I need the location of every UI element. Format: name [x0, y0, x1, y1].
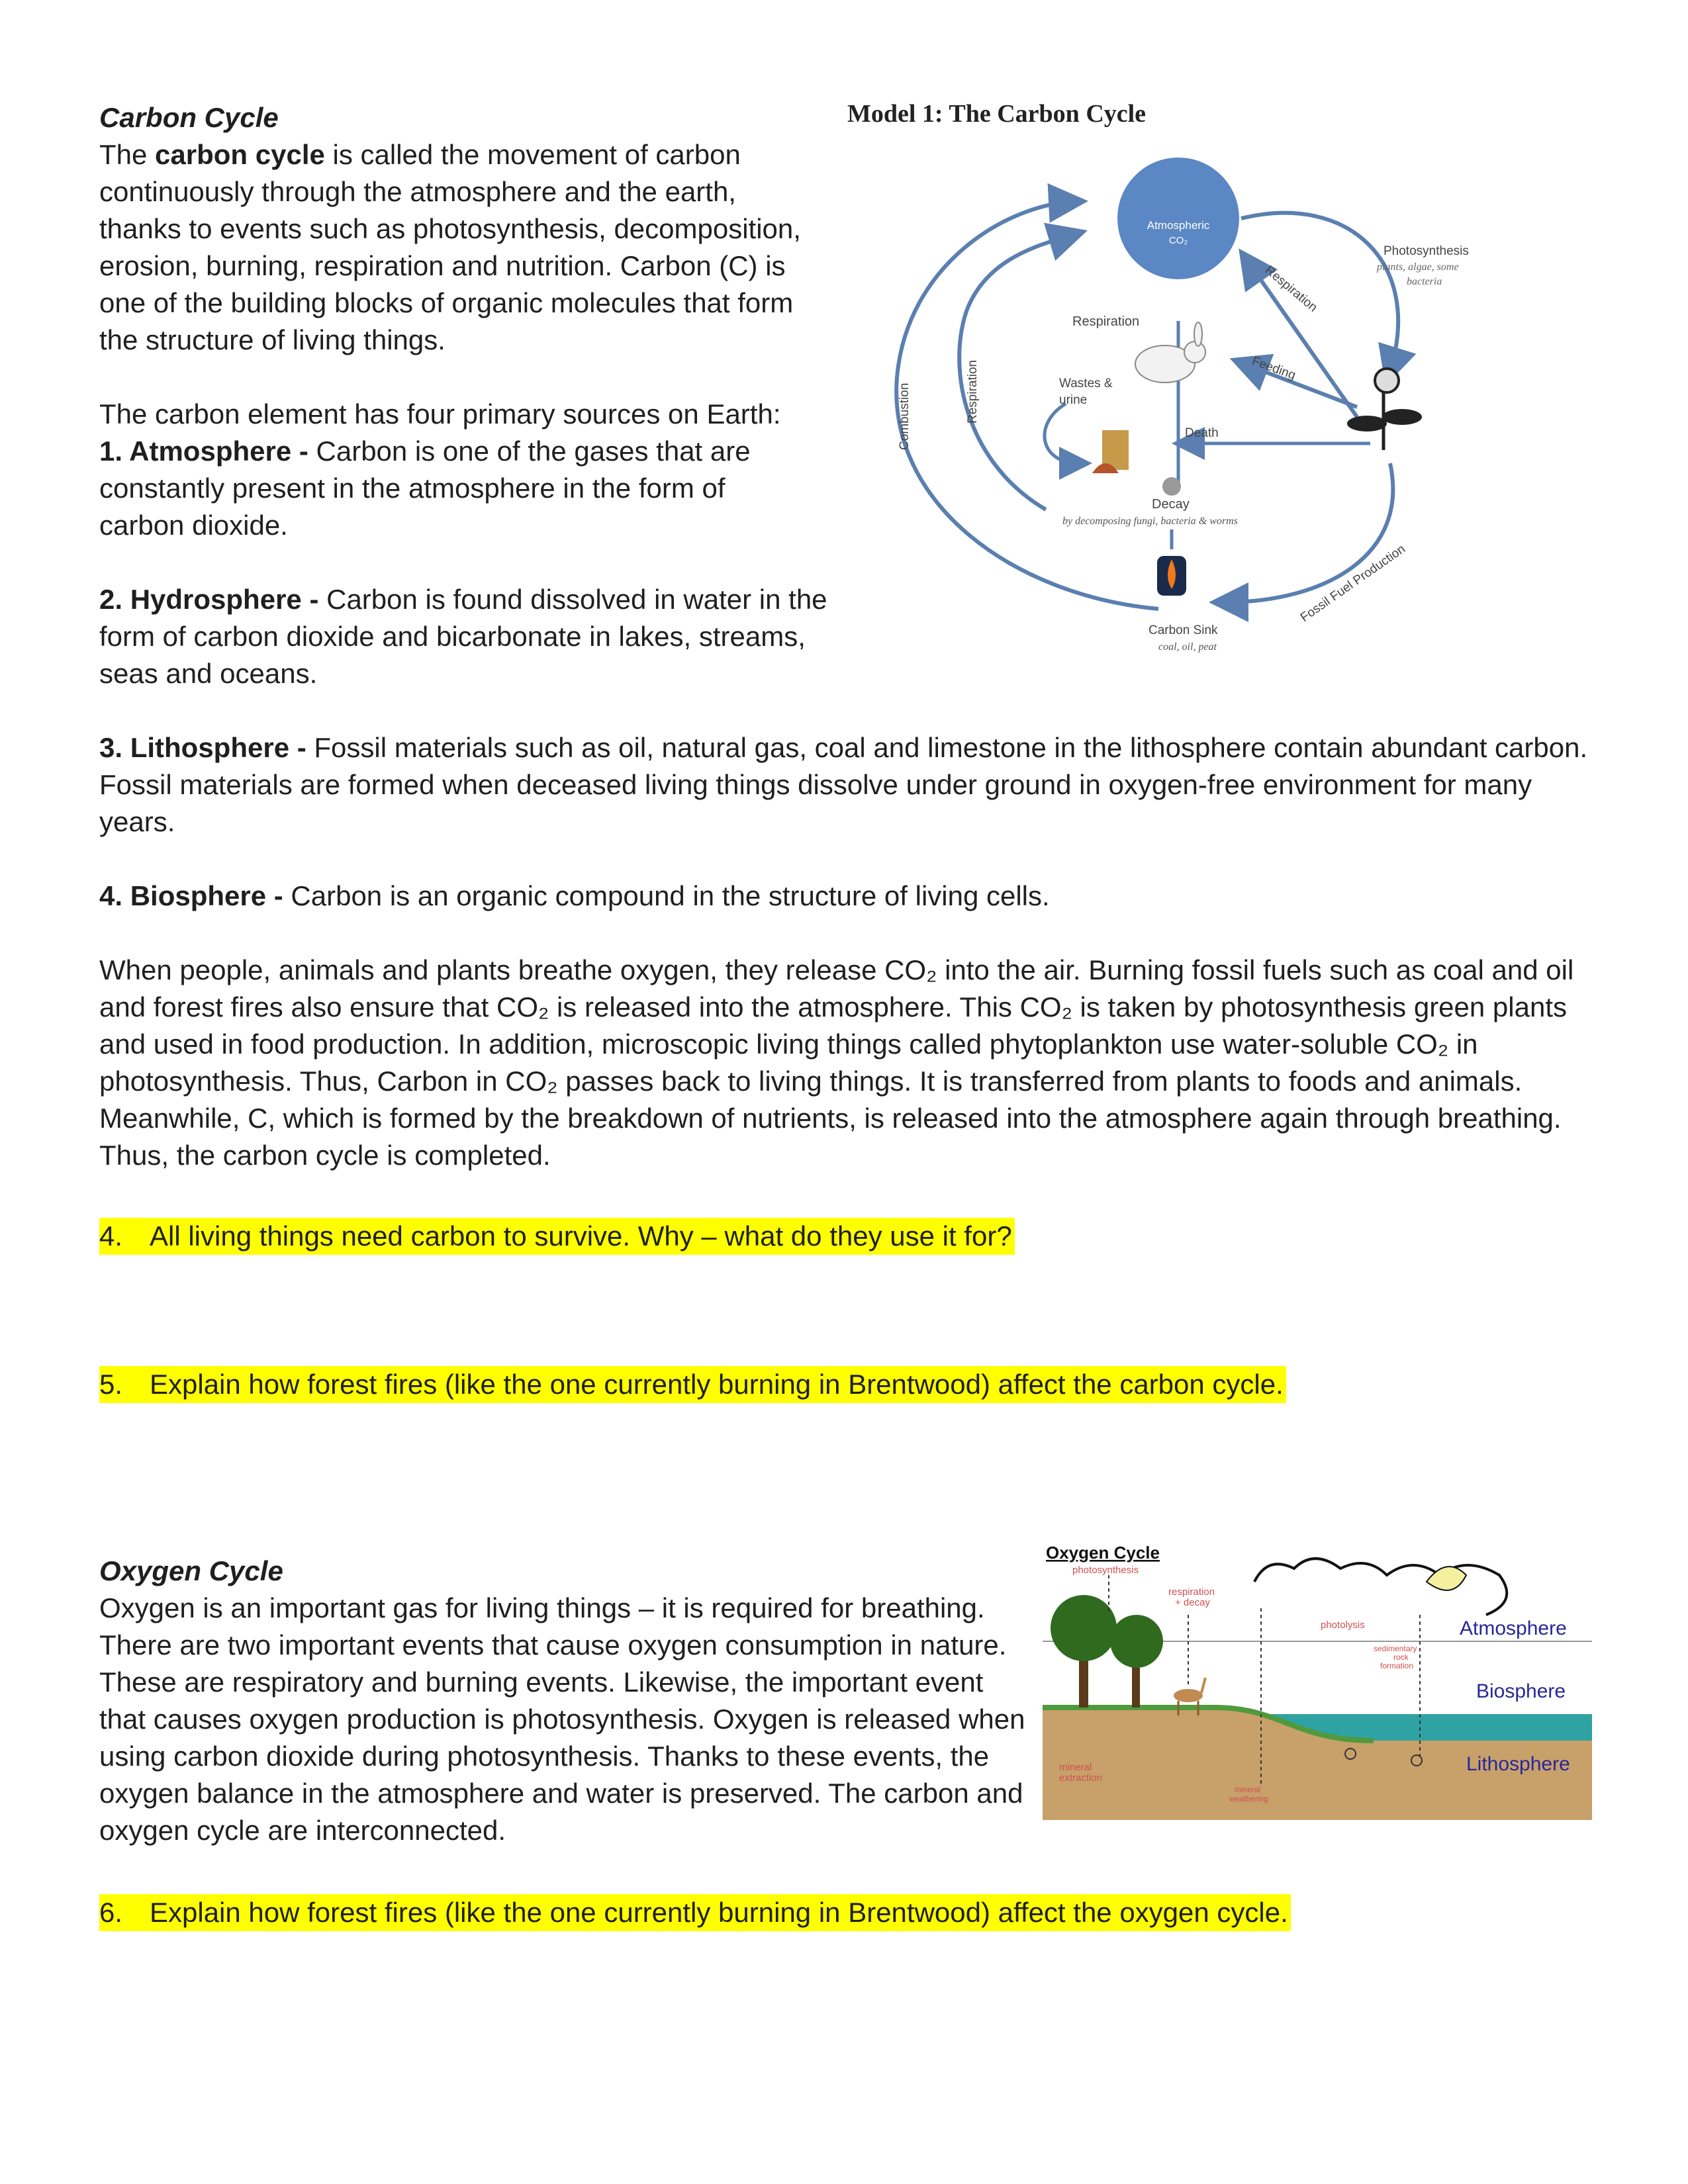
source-text: Carbon is an organic compound in the structure of living cells.	[283, 880, 1050, 911]
wastes-arrow	[1045, 404, 1079, 463]
fossil-fuel-label: Fossil Fuel Production	[1297, 542, 1408, 625]
death-label: Death	[1185, 426, 1219, 440]
mineral-extraction-2: extraction	[1059, 1772, 1103, 1784]
source-lithosphere	[99, 729, 1602, 841]
intro-bold-term: carbon cycle	[155, 139, 325, 170]
question-text: Explain how forest fires (like the one currently burning in Brentwood) affect the oxygen cycle.	[150, 1897, 1288, 1928]
source-biosphere	[99, 878, 1602, 915]
atmos-line1: Atmospheric	[1147, 219, 1210, 232]
respiration-vertical-label: Respiration	[966, 359, 980, 424]
rabbit-icon	[1135, 322, 1205, 383]
oxygen-cycle-figure	[1043, 1542, 1592, 1820]
question-6	[99, 1894, 1291, 1931]
photosynthesis-sub2: bacteria	[1407, 276, 1442, 287]
sources-intro: The carbon element has four primary sources on Earth:	[99, 398, 781, 430]
sedimentary-label-3: formation	[1380, 1661, 1414, 1670]
wastes-label-1: Wastes &	[1059, 377, 1113, 390]
respiration-mid-label: Respiration	[1072, 314, 1140, 329]
combustion-label: Combustion	[898, 383, 912, 450]
source-hydrosphere	[99, 581, 834, 692]
carbon-sink-sub: coal, oil, peat	[1158, 641, 1217, 653]
question-text: Explain how forest fires (like the one currently burning in Brentwood) affect the carbon cycle.	[150, 1369, 1284, 1400]
carbon-cycle-diagram	[847, 93, 1509, 675]
mineral-extraction-1: mineral	[1059, 1762, 1092, 1773]
carbon-sink-icon	[1157, 556, 1186, 596]
combustion-arrow	[896, 202, 1158, 609]
lithosphere-label: Lithosphere	[1466, 1753, 1570, 1775]
respiration-plant-arrow	[1248, 261, 1357, 417]
intro-pre: The	[99, 139, 156, 170]
question-4	[99, 1218, 1015, 1255]
oxygen-figure-title: Oxygen Cycle	[1046, 1543, 1160, 1563]
sedimentary-label-1: sedimentary	[1374, 1644, 1417, 1653]
source-label: 3. Lithosphere -	[99, 732, 306, 763]
question-number: 4.	[99, 1220, 123, 1251]
oxygen-body-paragraph: Oxygen is an important gas for living things – it is required for breathing. There are two important events that cause oxygen consumption in nature. These are respiratory and burning events. Likewise, the important event that causes oxygen production is photosynthesis. Oxygen is released when using carbon dioxide during photosynthesis. Thanks to these events, the oxygen balance in the atmosphere and water is preserved. The carbon and oxygen cycle are interconnected.	[99, 1592, 1025, 1846]
respiration-label-1: respiration	[1168, 1586, 1215, 1598]
carbon-cycle-figure	[847, 93, 1509, 675]
oxygen-cycle-diagram	[1043, 1542, 1592, 1820]
question-5	[99, 1366, 1286, 1403]
carbon-cycle-title: Carbon Cycle	[99, 102, 279, 133]
photolysis-label: photolysis	[1321, 1619, 1365, 1631]
source-text: Carbon is one of the gases that are constantly present in the atmosphere in the form of carbon dioxide.	[99, 435, 751, 541]
source-label: 1. Atmosphere -	[99, 435, 308, 467]
source-atmosphere	[99, 433, 794, 544]
figure-title: Model 1: The Carbon Cycle	[847, 100, 1147, 128]
carbon-intro-paragraph	[99, 136, 821, 359]
wastes-label-2: urine	[1059, 393, 1088, 407]
mineral-weathering-1: mineral	[1235, 1785, 1261, 1794]
biosphere-label: Biosphere	[1476, 1680, 1566, 1702]
source-text: Fossil materials such as oil, natural gas, coal and limestone in the lithosphere contain abundant carbon. Fossil materials are formed when deceased living things dissolve under ground in oxygen-free environment for many years.	[99, 732, 1588, 837]
source-label: 4. Biosphere -	[99, 880, 283, 911]
carbon-summary-paragraph: When people, animals and plants breathe oxygen, they release CO₂ into the air. Burning fossil fuels such as coal and oil and forest fires also ensure that CO₂ is released into the atmosphere. This CO₂ is taken by photosynthesis green plants and used in food production. In addition, microscopic living things called phytoplankton use water-soluble CO₂ in photosynthesis. Thus, Carbon in CO₂ passes back to living things. It is transferred from plants to foods and animals. Meanwhile, C, which is formed by the breakdown of nutrients, is released into the atmosphere again through breathing. Thus, the carbon cycle is completed.	[99, 954, 1574, 1171]
respiration-diagonal-label: Respiration	[1262, 263, 1320, 315]
decay-icon	[1092, 430, 1181, 496]
respiration-label-2: + decay	[1175, 1597, 1210, 1608]
photosynthesis-arrow	[1241, 213, 1398, 371]
question-number: 6.	[99, 1897, 123, 1928]
decay-sub-label: by decomposing fungi, bacteria & worms	[1062, 516, 1238, 527]
photosynthesis-label: Photosynthesis	[1383, 244, 1469, 258]
sedimentary-label-2: rock	[1393, 1653, 1409, 1662]
plant-icon	[1347, 369, 1422, 450]
question-number: 5.	[99, 1369, 123, 1400]
atmosphere-label: Atmosphere	[1460, 1617, 1567, 1639]
intro-post: is called the movement of carbon continuously through the atmosphere and the earth, thanks to events such as photosynthesis, decomposition, erosion, burning, respiration and nutrition. Carbon (C) is one of the building blocks of organic molecules that form the structure of living things.	[99, 139, 801, 355]
source-text: Carbon is found dissolved in water in the form of carbon dioxide and bicarbonate in lakes, streams, seas and oceans.	[99, 584, 827, 689]
oxygen-cycle-title: Oxygen Cycle	[99, 1555, 283, 1586]
atmos-line2: CO₂	[1168, 235, 1188, 246]
decay-label: Decay	[1152, 497, 1190, 512]
carbon-sink-label: Carbon Sink	[1149, 623, 1218, 637]
photosynthesis-sub1: plants, algae, some	[1377, 261, 1459, 273]
question-text: All living things need carbon to survive. Why – what do they use it for?	[150, 1220, 1012, 1251]
feeding-label: Feeding	[1250, 353, 1298, 383]
atmospheric-co2-circle	[1117, 158, 1239, 279]
source-label: 2. Hydrosphere -	[99, 584, 319, 615]
photosynthesis-label: photosynthesis	[1072, 1565, 1139, 1576]
mineral-weathering-2: weathering	[1229, 1794, 1268, 1803]
